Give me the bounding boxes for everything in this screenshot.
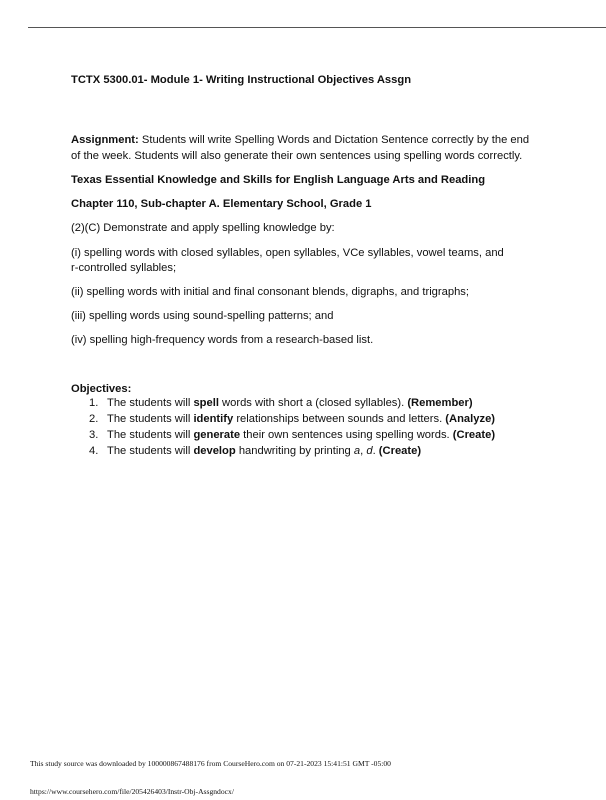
objective-text: relationships between sounds and letters.	[233, 413, 446, 425]
objective-text: The students will	[107, 413, 194, 425]
source-url[interactable]: https://www.coursehero.com/file/205426403/Instr-Obj-Assgndocx/	[30, 787, 234, 796]
document-title: TCTX 5300.01- Module 1- Writing Instructional Objectives Assgn	[71, 74, 412, 86]
chapter-heading: Chapter 110, Sub-chapter A. Elementary School, Grade 1	[71, 198, 372, 211]
objective-text: The students will	[107, 429, 194, 441]
item-number: 4.	[89, 445, 99, 457]
objectives-list	[89, 395, 549, 459]
item-number: 1.	[89, 397, 99, 409]
list-item	[89, 395, 549, 411]
standard-item: (i) spelling words with closed syllables, open syllables, VCe syllables, vowel teams, and r-controlled syllables;	[71, 247, 504, 274]
item-number: 2.	[89, 413, 99, 425]
standard-item: (ii) spelling words with initial and final consonant blends, digraphs, and trigraphs;	[71, 286, 469, 299]
assignment-label: Assignment:	[71, 134, 139, 147]
objective-italic: d	[366, 445, 373, 457]
standard-intro: (2)(C) Demonstrate and apply spelling knowledge by:	[71, 222, 335, 235]
teks-heading: Texas Essential Knowledge and Skills for English Language Arts and Reading	[71, 174, 486, 187]
assignment-text: Students will write Spelling Words and Dictation Sentence correctly by the end of the week. Students will also generate their own sentences using spelling words correctly.	[71, 134, 530, 162]
list-item	[89, 443, 549, 459]
objective-verb: spell	[193, 397, 219, 409]
objective-verb: generate	[193, 429, 241, 441]
objective-text: their own sentences using spelling words.	[240, 429, 453, 441]
download-footer: This study source was downloaded by 100000867488176 from CourseHero.com on 07-21-2023 15:41:51 GMT -05:00	[30, 759, 391, 768]
bloom-level: (Create)	[452, 429, 496, 441]
objective-text: The students will	[107, 397, 194, 409]
objective-italic: a	[353, 445, 361, 457]
standard-item: (iv) spelling high-frequency words from a research-based list.	[71, 334, 374, 347]
item-number: 3.	[89, 429, 99, 441]
objective-verb: identify	[193, 413, 234, 425]
objective-text: words with short a (closed syllables).	[218, 397, 408, 409]
objective-text: .	[372, 445, 379, 457]
list-item	[89, 427, 549, 443]
objectives-heading: Objectives:	[71, 383, 132, 396]
page-top-rule	[28, 27, 606, 28]
bloom-level: (Create)	[378, 445, 422, 457]
objective-text: handwriting by printing	[235, 445, 354, 457]
list-item	[89, 411, 549, 427]
objective-text: ,	[360, 445, 367, 457]
objective-text: The students will	[107, 445, 194, 457]
bloom-level: (Analyze)	[445, 413, 496, 425]
objective-verb: develop	[193, 445, 236, 457]
assignment-paragraph	[71, 133, 536, 164]
standard-item: (iii) spelling words using sound-spelling patterns; and	[71, 310, 334, 323]
bloom-level: (Remember)	[407, 397, 473, 409]
